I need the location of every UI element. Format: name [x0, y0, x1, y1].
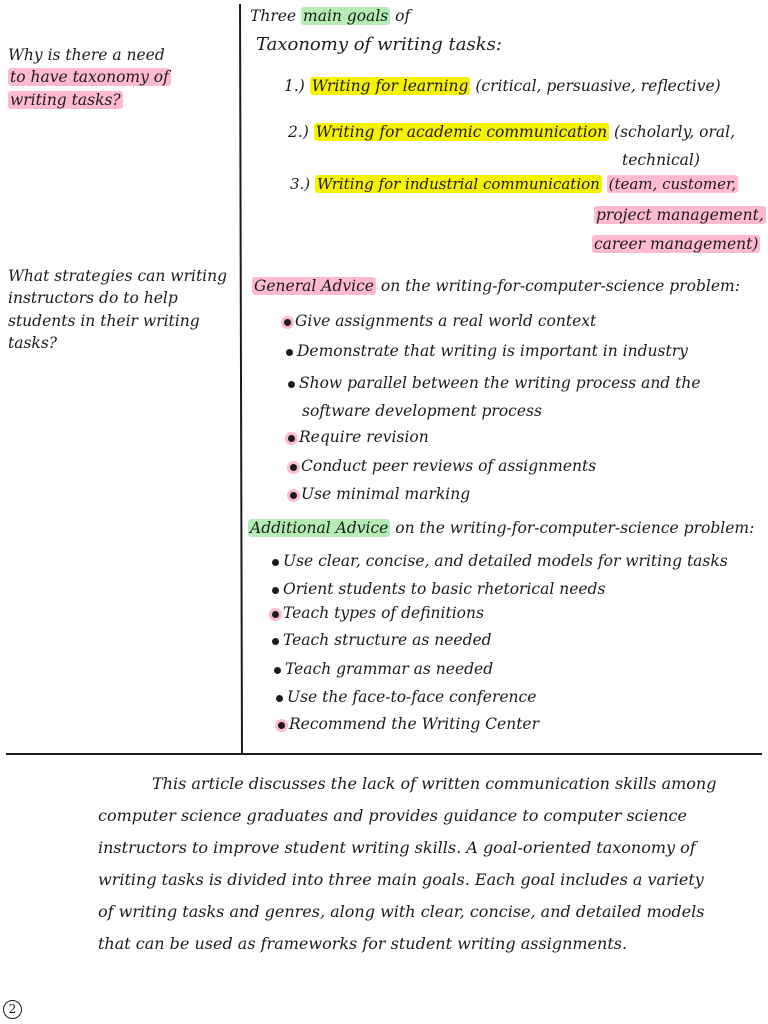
- question-line: to have taxonomy of: [10, 68, 169, 87]
- bullet-icon: [272, 638, 279, 645]
- general-item: Use minimal marking: [290, 485, 470, 503]
- bullet-icon: [286, 349, 293, 356]
- general-advice-highlight: General Advice: [254, 277, 374, 295]
- question-line: Why is there a need: [8, 46, 165, 64]
- summary-line: of writing tasks and genres, along with clear, concise, and detailed models: [98, 902, 705, 921]
- general-item-continued: software development process: [302, 402, 542, 420]
- summary-line: that can be used as frameworks for student writing assignments.: [98, 934, 628, 953]
- goal-3: 3.) Writing for industrial communication (team, customer,: [290, 175, 737, 193]
- bullet-icon: [290, 492, 297, 499]
- additional-advice-heading: Additional Advice on the writing-for-computer-science problem:: [250, 519, 755, 537]
- page-number: 2: [3, 1000, 22, 1019]
- bullet-icon: [272, 587, 279, 594]
- general-item: Give assignments a real world context: [284, 312, 596, 330]
- additional-advice-highlight: Additional Advice: [250, 519, 389, 537]
- question-line: tasks?: [8, 334, 58, 353]
- bullet-icon: [284, 319, 291, 326]
- goal-1: 1.) Writing for learning (critical, persuasive, reflective): [284, 77, 721, 95]
- additional-item: Recommend the Writing Center: [278, 715, 539, 733]
- question-taxonomy-need: [8, 44, 234, 111]
- summary-paragraph: [98, 768, 748, 960]
- bullet-icon: [288, 381, 295, 388]
- general-item: Conduct peer reviews of assignments: [290, 457, 596, 475]
- main-goals-highlight: main goals: [303, 7, 389, 25]
- goal-1-highlight: Writing for learning: [311, 77, 469, 95]
- additional-item: Teach grammar as needed: [274, 660, 493, 678]
- general-item: Demonstrate that writing is important in industry: [286, 342, 688, 360]
- goal-3-continued-2: career management): [594, 235, 759, 253]
- general-item: Require revision: [288, 428, 429, 446]
- question-line: instructors do to help: [8, 289, 178, 308]
- summary-line: writing tasks is divided into three main goals. Each goal includes a variety: [98, 870, 704, 889]
- bullet-icon: [288, 435, 295, 442]
- general-advice-heading: General Advice on the writing-for-computer-science problem:: [254, 277, 740, 295]
- summary-divider: [6, 753, 762, 755]
- general-item: Show parallel between the writing process and the: [288, 374, 701, 392]
- additional-item: Teach structure as needed: [272, 631, 492, 649]
- summary-line: instructors to improve student writing skills. A goal-oriented taxonomy of: [98, 838, 696, 857]
- question-strategies: [8, 265, 234, 355]
- bullet-icon: [272, 559, 279, 566]
- question-line: students in their writing: [8, 311, 200, 330]
- additional-item: Use the face-to-face conference: [276, 688, 536, 706]
- additional-item: Orient students to basic rhetorical needs: [272, 580, 605, 598]
- bullet-icon: [276, 695, 283, 702]
- summary-line: computer science graduates and provides guidance to computer science: [98, 806, 687, 825]
- bullet-icon: [272, 611, 279, 618]
- question-line: What strategies can writing: [8, 267, 228, 285]
- goal-2-highlight: Writing for academic communication: [315, 123, 608, 141]
- taxonomy-intro-line2: Taxonomy of writing tasks:: [256, 34, 502, 55]
- bullet-icon: [274, 667, 281, 674]
- column-divider: [239, 4, 243, 754]
- taxonomy-intro-line1: Three main goals of: [250, 7, 411, 25]
- bullet-icon: [290, 464, 297, 471]
- goal-2: 2.) Writing for academic communication (scholarly, oral,: [288, 123, 736, 141]
- summary-line: This article discusses the lack of written communication skills among: [152, 774, 717, 793]
- bullet-icon: [278, 722, 285, 729]
- goal-2-continued: technical): [622, 151, 700, 169]
- goal-3-continued: project management,: [596, 206, 764, 224]
- additional-item: Use clear, concise, and detailed models for writing tasks: [272, 552, 728, 570]
- goal-3-highlight: Writing for industrial communication: [316, 175, 600, 193]
- additional-item: Teach types of definitions: [272, 604, 484, 622]
- question-line: writing tasks?: [10, 90, 121, 109]
